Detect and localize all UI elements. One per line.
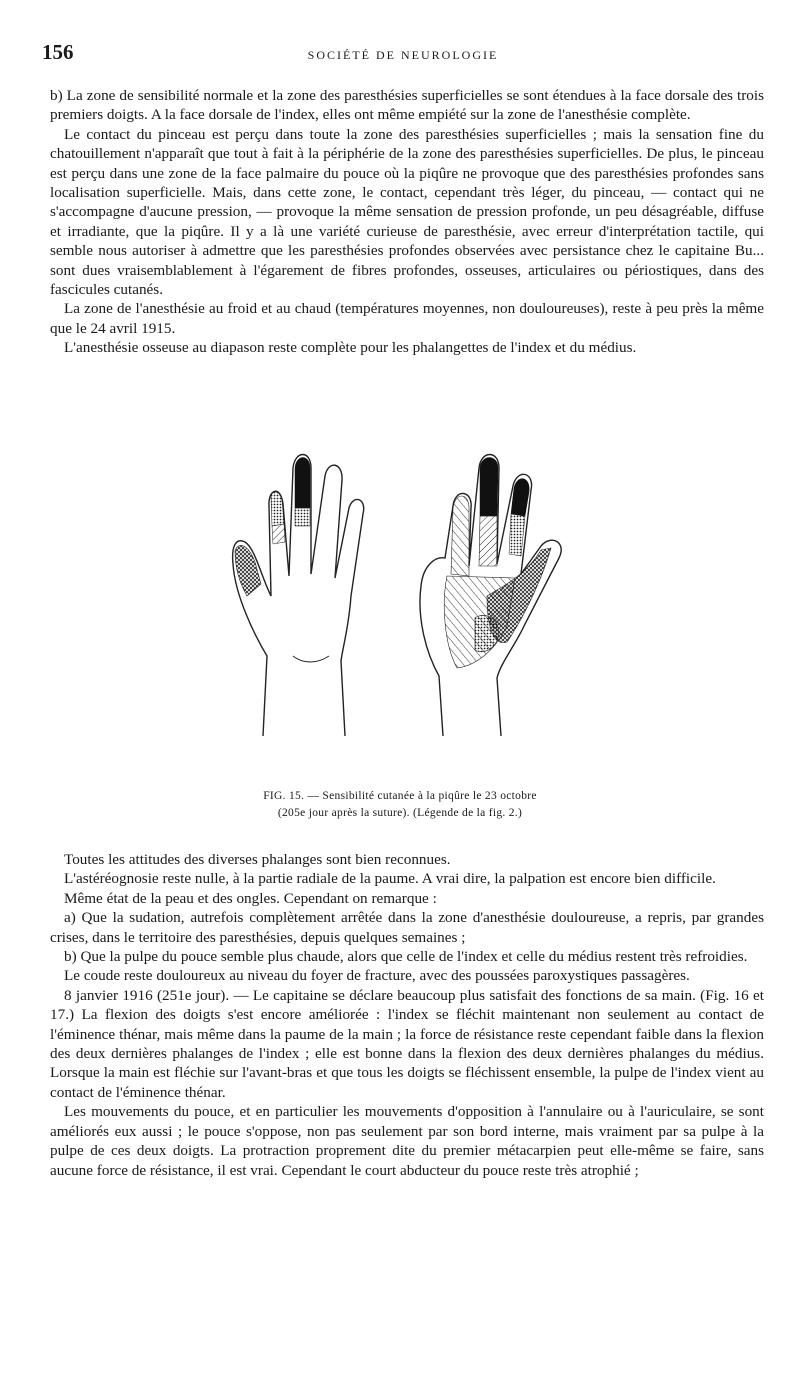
paragraph: 8 janvier 1916 (251e jour). — Le capitaine se déclare beaucoup plus satisfait des fonctions de sa main. (Fig. 16 et 17.) La flexion des doigts s'est encore améliorée : l'index se fléchit maintenant non seulement au contact de l'éminence thénar, mais même dans la paume de la main ; la force de résistance reste cependant faible dans la flexion des deux dernières phalanges de l'index ; elle est bonne dans la flexion des deux dernières phalanges du médius. Lorsque la main est fléchie sur l'avant-bras et que tous les doigts se fléchissent ensemble, la pulpe de l'index vient au contact de l'éminence thénar. [50, 986, 764, 1101]
right-index-zone [451, 496, 469, 576]
paragraph: Les mouvements du pouce, et en particulier les mouvements d'opposition à l'annulaire ou à l'auriculaire, se sont améliorés eux aussi ; le pouce s'oppose, non pas seulement par son bord interne, mais vraiment par sa pulpe à la pulpe de ces deux doigts. La protraction proprement dite du premier métacarpien peut elle-même se faire, sans aucune force de résistance, il est vrai. Cependant le court abducteur du pouce reste très atrophié ; [50, 1103, 764, 1179]
paragraph: Le contact du pinceau est perçu dans toute la zone des paresthésies superficielles ; mais la sensation fine du chatouillement n'apparaît que tout à fait à la périphérie de la zone des paresthésies superficielles. De plus, le pinceau est perçu dans une zone de la face palmaire du pouce où la piqûre ne provoque que des paresthésies profondes sans localisation superficielle. Mais, dans cette zone, le contact, cependant très léger, du pinceau, — contact qui ne s'accompagne d'aucune pression, — provoque la même sensation de pression profonde, un peu désagréable, diffuse et irradiante, que la piqûre. Il y a là une variété curieuse de paresthésie, avec erreur d'interprétation tactile, qui semble nous autoriser à admettre que les paresthésies profondes observées avec persistance chez le capitaine Bu... sont dues vraisemblablement à l'égarement de fibres profondes, osseuses, articulaires ou périostiques, dans des fascicules cutanés. [50, 125, 764, 299]
hands-illustration [225, 446, 585, 746]
paragraph: La zone de l'anesthésie au froid et au chaud (températures moyennes, non douloureuses), reste à peu près la même que le 24 avril 1915. [50, 300, 764, 337]
text-block-bottom [50, 850, 764, 1180]
paragraph: L'astéréognosie reste nulle, à la partie radiale de la paume. A vrai dire, la palpation est encore bien difficile. [64, 870, 716, 888]
left-middle-zone [295, 458, 310, 509]
paragraph: Toutes les attitudes des diverses phalanges sont bien reconnues. [64, 851, 451, 868]
paragraph: a) Que la sudation, autrefois complètement arrêtée dans la zone d'anesthésie douloureuse, a repris, par grandes crises, dans le territoire des paresthésies, depuis quelques semaines ; [50, 909, 764, 946]
left-index-zone [271, 491, 284, 526]
paragraph: b) Que la pulpe du pouce semble plus chaude, alors que celle de l'index et celle du médius restent très refroidies. [64, 948, 748, 966]
caption-line: FIG. 15. — Sensibilité cutanée à la piqûre le 23 octobre [263, 790, 537, 802]
paragraph: L'anesthésie osseuse au diapason reste complète pour les phalangettes de l'index et du médius. [64, 339, 637, 357]
hand-sensibility-figure [225, 446, 585, 746]
left-thumb-zone [235, 545, 261, 596]
page-number: 156 [42, 40, 74, 64]
paragraph: Le coude reste douloureux au niveau du foyer de fracture, avec des poussées paroxystiques passagères. [64, 967, 690, 985]
caption-line: (205e jour après la suture). (Légende de la fig. 2.) [277, 807, 523, 819]
text-block-top [50, 86, 764, 358]
figure-caption [200, 788, 600, 822]
running-title: SOCIÉTÉ DE NEUROLOGIE [307, 48, 499, 62]
paragraph: Même état de la peau et des ongles. Cependant on remarque : [64, 889, 437, 907]
paragraph: b) La zone de sensibilité normale et la zone des paresthésies superficielles se sont étendues à la face dorsale des trois premiers doigts. A la face dorsale de l'index, elles ont même empiété sur la zone de l'anesthésie complète. [50, 87, 764, 124]
running-head [42, 40, 764, 66]
right-middle-zone [480, 458, 498, 517]
